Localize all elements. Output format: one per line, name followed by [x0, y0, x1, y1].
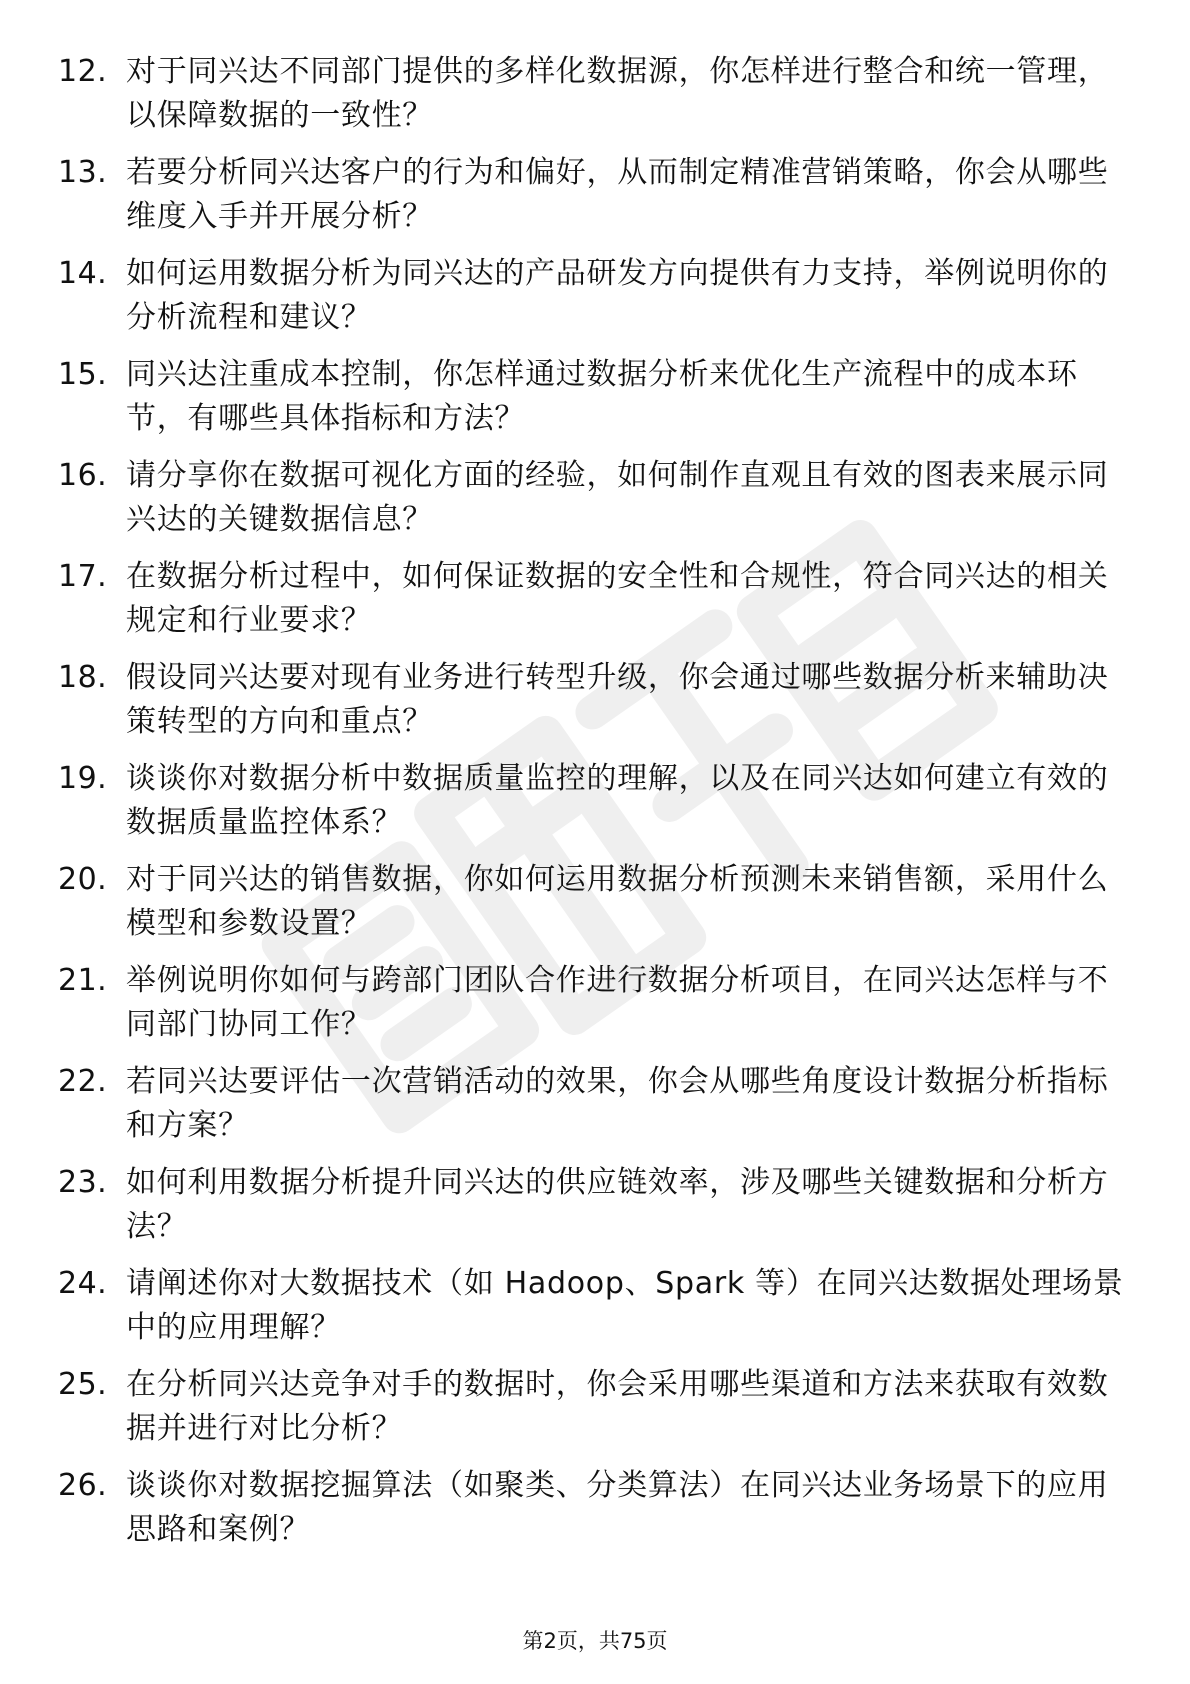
question-item	[58, 454, 1128, 542]
question-text: 谈谈你对数据分析中数据质量监控的理解，以及在同兴达如何建立有效的数据质量监控体系？	[126, 761, 1109, 840]
question-text: 请阐述你对大数据技术（如 Hadoop、Spark 等）在同兴达数据处理场景中的应用理解？	[126, 1266, 1124, 1345]
question-text: 若要分析同兴达客户的行为和偏好，从而制定精准营销策略，你会从哪些维度入手并开展分析？	[126, 155, 1109, 234]
question-text: 在数据分析过程中，如何保证数据的安全性和合规性，符合同兴达的相关规定和行业要求？	[126, 559, 1109, 638]
question-text: 在分析同兴达竞争对手的数据时，你会采用哪些渠道和方法来获取有效数据并进行对比分析？	[126, 1367, 1109, 1446]
page-footer	[0, 1626, 1190, 1656]
question-number: 15.	[58, 357, 108, 392]
question-item	[58, 353, 1128, 441]
question-number: 19.	[58, 761, 108, 796]
question-item	[58, 1262, 1128, 1350]
question-item	[58, 959, 1128, 1047]
question-number: 18.	[58, 660, 108, 695]
question-number: 20.	[58, 862, 108, 897]
question-text: 对于同兴达的销售数据，你如何运用数据分析预测未来销售额，采用什么模型和参数设置？	[126, 862, 1109, 941]
question-text: 如何利用数据分析提升同兴达的供应链效率，涉及哪些关键数据和分析方法？	[126, 1165, 1109, 1244]
question-number: 14.	[58, 256, 108, 291]
question-item	[58, 252, 1128, 340]
question-item	[58, 757, 1128, 845]
question-item	[58, 1161, 1128, 1249]
question-number: 13.	[58, 155, 108, 190]
question-number: 23.	[58, 1165, 108, 1200]
question-text: 若同兴达要评估一次营销活动的效果，你会从哪些角度设计数据分析指标和方案？	[126, 1064, 1109, 1143]
question-number: 24.	[58, 1266, 108, 1301]
question-text: 对于同兴达不同部门提供的多样化数据源，你怎样进行整合和统一管理，以保障数据的一致性？	[126, 54, 1109, 133]
question-text: 谈谈你对数据挖掘算法（如聚类、分类算法）在同兴达业务场景下的应用思路和案例？	[126, 1468, 1109, 1547]
question-item	[58, 1363, 1128, 1451]
question-item	[58, 151, 1128, 239]
question-number: 26.	[58, 1468, 108, 1503]
question-number: 12.	[58, 54, 108, 89]
question-item	[58, 50, 1128, 138]
question-number: 21.	[58, 963, 108, 998]
question-number: 25.	[58, 1367, 108, 1402]
question-item	[58, 1464, 1128, 1552]
question-item	[58, 656, 1128, 744]
question-item	[58, 858, 1128, 946]
question-text: 假设同兴达要对现有业务进行转型升级，你会通过哪些数据分析来辅助决策转型的方向和重点？	[126, 660, 1109, 739]
question-text: 请分享你在数据可视化方面的经验，如何制作直观且有效的图表来展示同兴达的关键数据信息？	[126, 458, 1109, 537]
question-number: 17.	[58, 559, 108, 594]
page-indicator: 第2页，共75页	[522, 1629, 668, 1653]
question-item	[58, 1060, 1128, 1148]
question-text: 同兴达注重成本控制，你怎样通过数据分析来优化生产流程中的成本环节，有哪些具体指标和方法？	[126, 357, 1078, 436]
question-text: 举例说明你如何与跨部门团队合作进行数据分析项目，在同兴达怎样与不同部门协同工作？	[126, 963, 1109, 1042]
question-number: 16.	[58, 458, 108, 493]
question-text: 如何运用数据分析为同兴达的产品研发方向提供有力支持，举例说明你的分析流程和建议？	[126, 256, 1109, 335]
question-number: 22.	[58, 1064, 108, 1099]
question-list	[58, 50, 1128, 1565]
question-item	[58, 555, 1128, 643]
